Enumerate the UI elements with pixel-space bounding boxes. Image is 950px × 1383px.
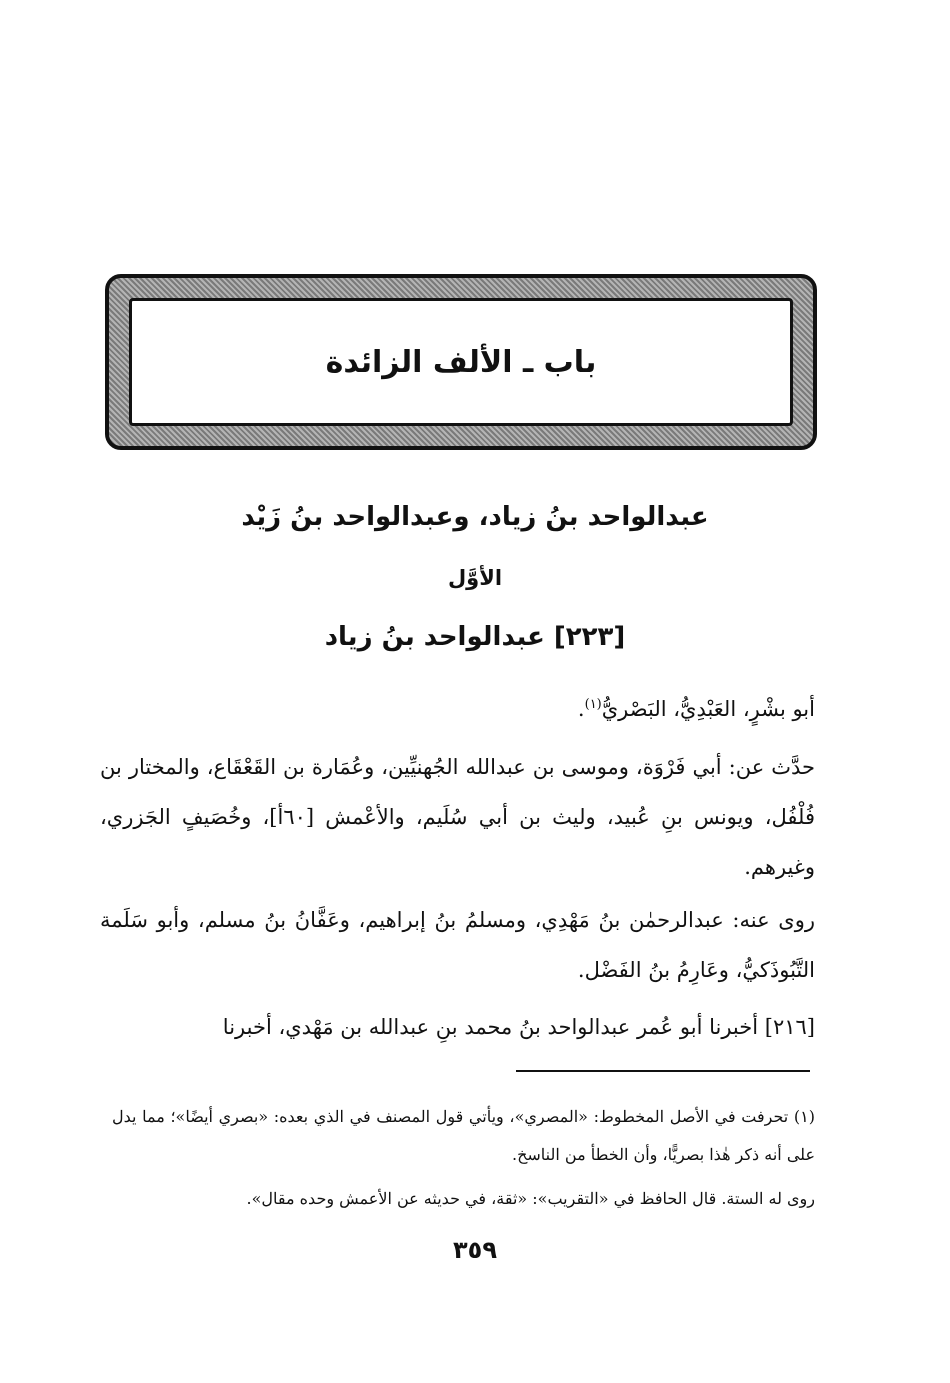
chapter-title-box bbox=[129, 298, 793, 426]
chapter-title: باب ـ الألف الزائدة bbox=[325, 344, 597, 380]
section-heading: عبدالواحد بنُ زياد، وعبدالواحد بنُ زَيْد bbox=[241, 502, 709, 532]
narrated-by-text: روى عنه: عبدالرحمٰن بنُ مَهْدِي، ومسلمُ بنُ إبراهيم، وعَفَّانُ بنُ مسلم، وأبو سَلَمة التَّبُوذَكيُّ، وعَارِمُ بنُ الفَضْل. bbox=[100, 908, 815, 982]
kunya-paragraph bbox=[100, 680, 815, 734]
page-number: ٣٥٩ bbox=[453, 1236, 497, 1264]
hadith-start-text: [٢١٦] أخبرنا أبو عُمر عبدالواحد بنُ محمد بنِ عبدالله بن مَهْدي، أخبرنا bbox=[222, 1015, 815, 1039]
footnote-2 bbox=[112, 1180, 815, 1218]
footnote-separator bbox=[516, 1070, 810, 1072]
footnote-2-text: روى له الستة. قال الحافظ في «التقريب»: «ثقة، في حديثه عن الأعمش وحده مقال». bbox=[246, 1189, 815, 1208]
narrated-from-text: حدَّث عن: أبي فَرْوَة، وموسى بن عبدالله الجُهنيِّين، وعُمَارة بن القَعْقَاع، والمختار بن فُلْفُل، ويونس بنِ عُبيد، وليث بن أبي سُلَيم، والأعْمش [٦٠أ]، وخُصَيفٍ الجَزري، وغيرهم. bbox=[100, 755, 815, 879]
hadith-paragraph bbox=[100, 1002, 815, 1052]
footnote-1 bbox=[112, 1098, 815, 1174]
kunya-end: . bbox=[577, 697, 585, 721]
kunya-text: أبو بشْرٍ، العَبْدِيُّ، البَصْريُّ bbox=[601, 697, 815, 721]
footnote-ref: (١) bbox=[584, 697, 602, 712]
subsection-heading: الأوَّل bbox=[447, 566, 503, 590]
narrated-from-paragraph bbox=[100, 742, 815, 892]
narrated-by-paragraph bbox=[100, 895, 815, 995]
footnote-1-text: (١) تحرفت في الأصل المخطوط: «المصري»، ويأتي قول المصنف في الذي بعده: «بصري أيضًا»؛ مما يدل على أنه ذكر هٰذا بصريًّا، وأن الخطأ من الناسخ. bbox=[112, 1107, 815, 1164]
chapter-title-frame bbox=[105, 274, 817, 450]
entry-heading: [٢٢٣] عبدالواحد بنُ زياد bbox=[324, 622, 626, 652]
